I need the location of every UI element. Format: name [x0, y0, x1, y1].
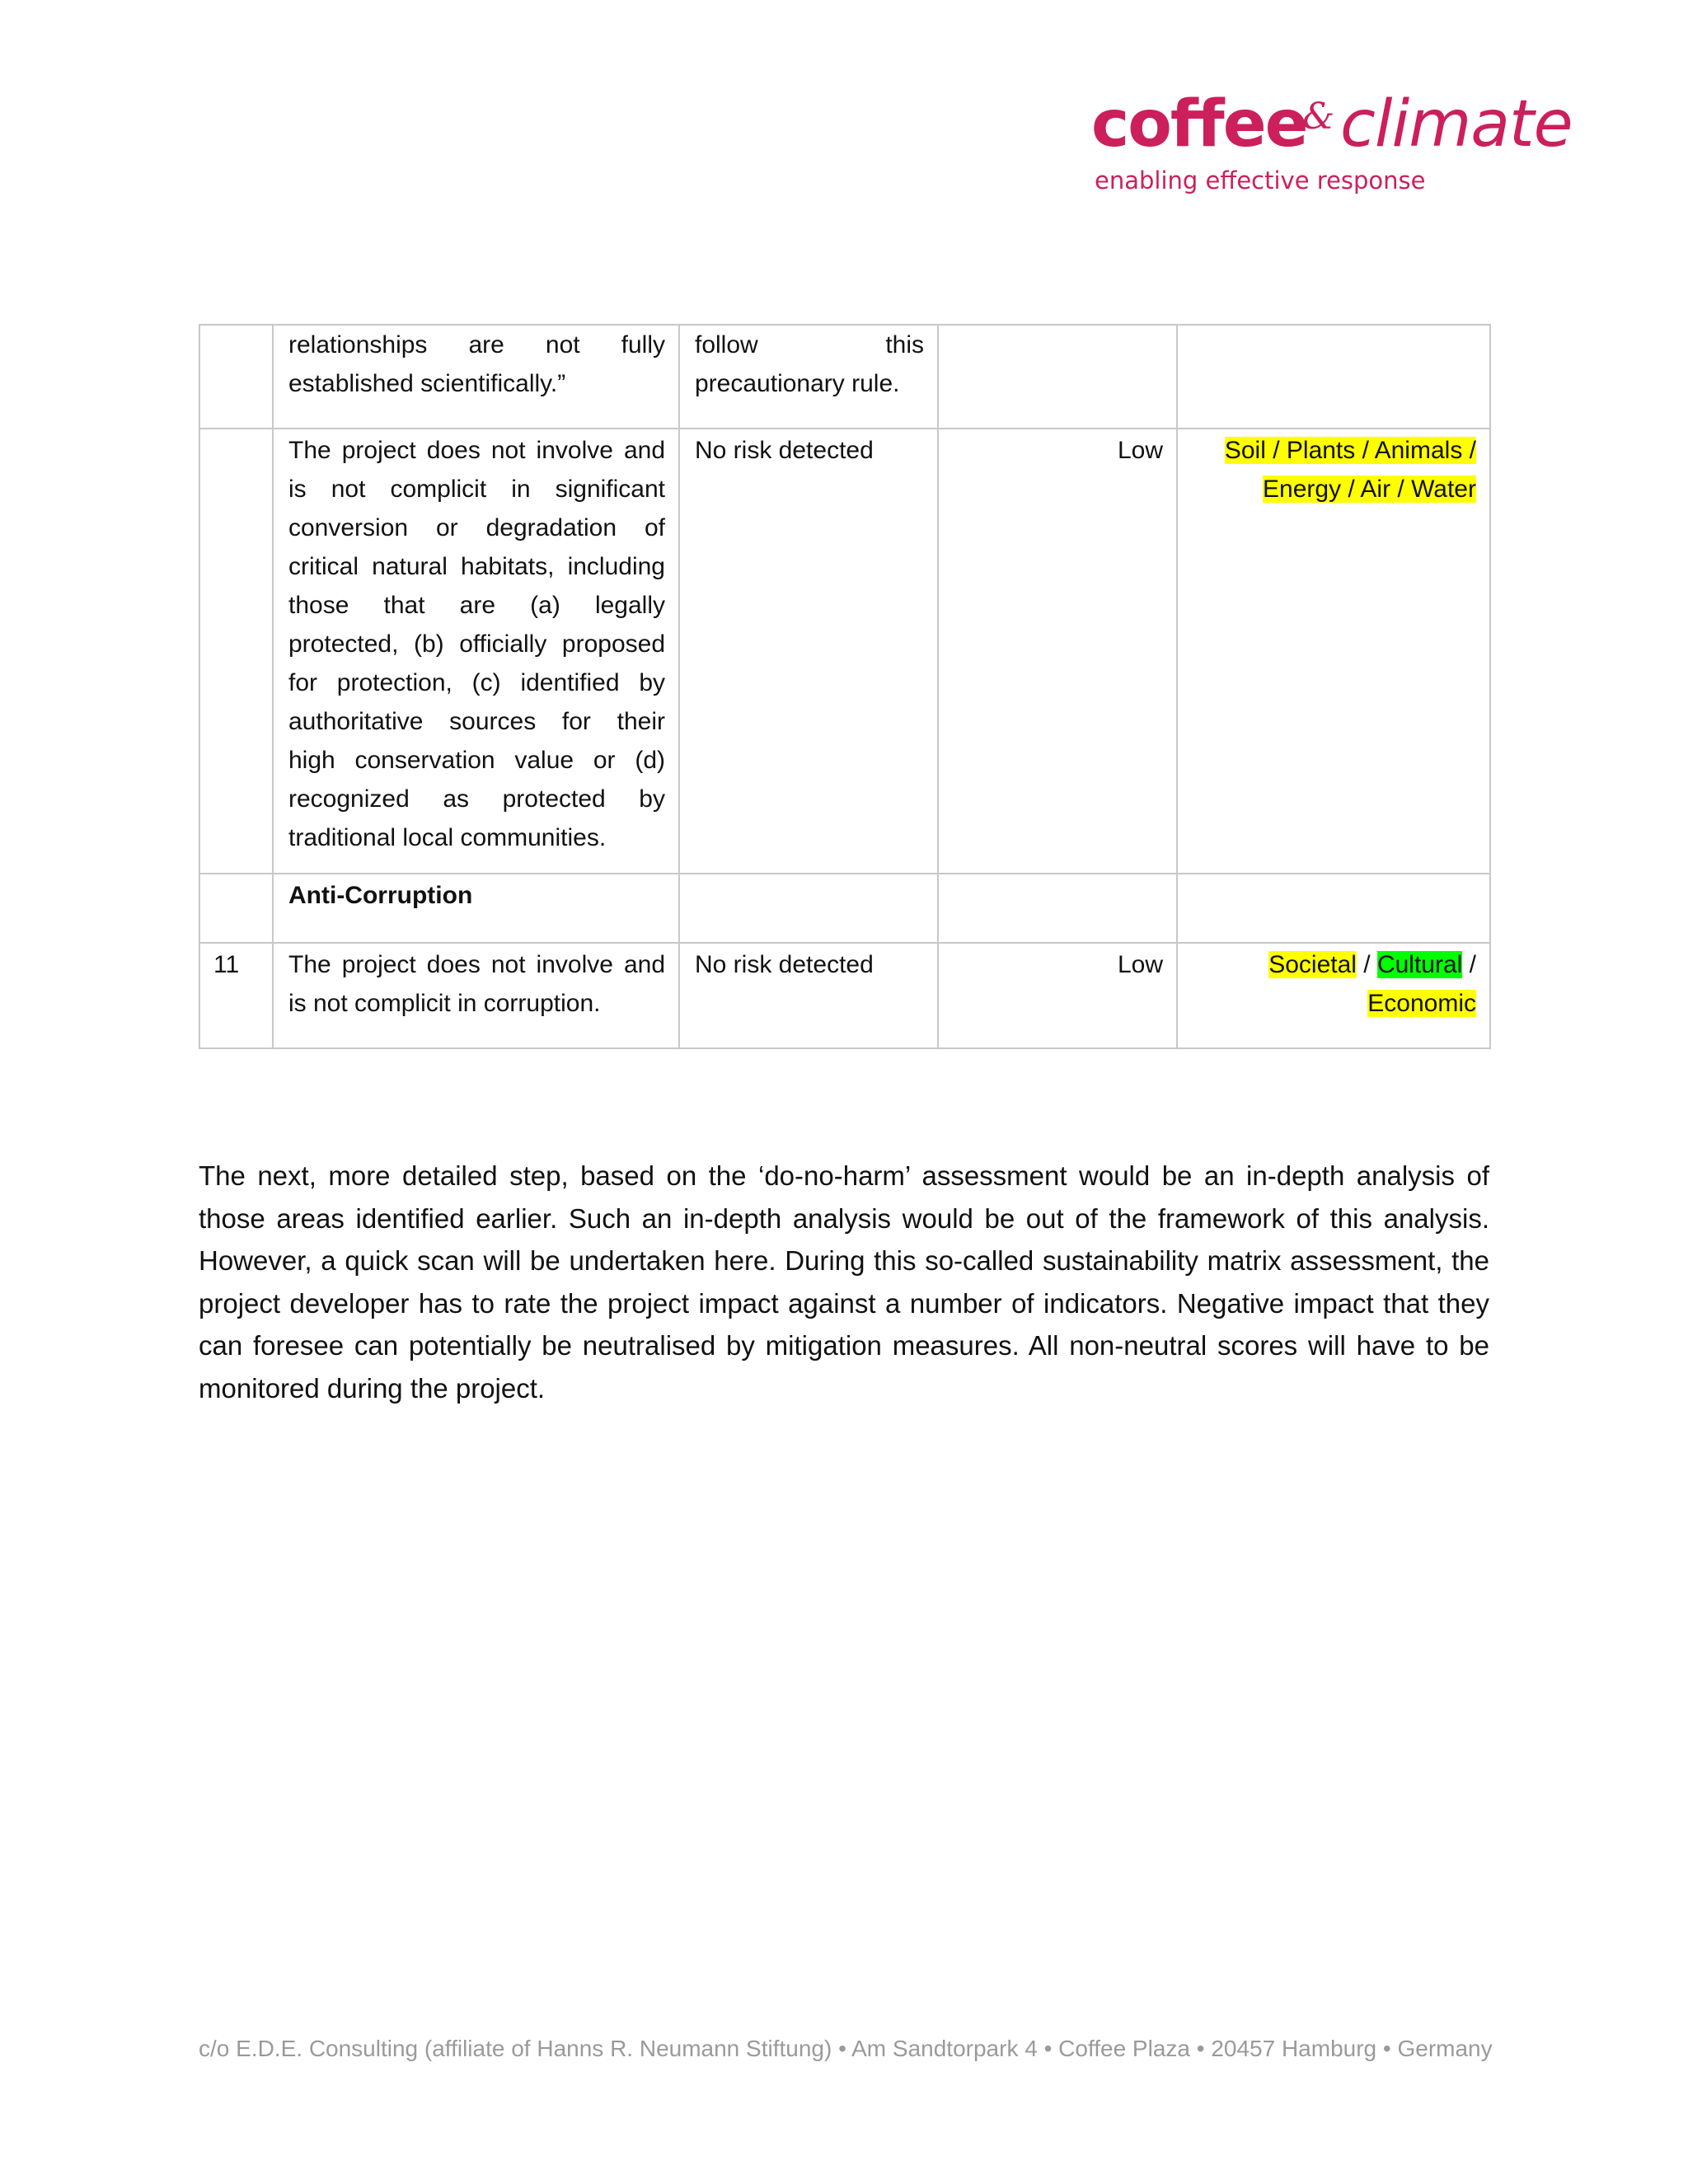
logo-tagline: enabling effective response [1095, 166, 1426, 194]
criterion-line: high conservation value or (d) [288, 747, 665, 774]
impact-area-societal: Societal [1268, 951, 1357, 978]
assessment-line: follow this [695, 331, 924, 359]
impact-area-environment: Energy / Air / Water [1263, 476, 1476, 503]
brand-logo [1086, 87, 1581, 199]
impact-area-separator: / [1356, 951, 1377, 978]
impact-area-economic: Economic [1367, 990, 1476, 1017]
impact-area-cell [1177, 943, 1490, 1048]
row-number-cell [199, 429, 273, 874]
table-row [199, 429, 1490, 874]
body-paragraph: The next, more detailed step, based on the ‘do-no-harm’ assessment would be an in-depth analysis of those areas identified earlier. Such an in-depth analysis would be out of the framework of this analysis. However, a quick scan will be undertaken here. During this so-called sustainability matrix assessment, the project developer has to rate the project impact against a number of indicators. Negative impact that they can foresee can potentially be neutralised by mitigation measures. All non-neutral scores will have to be monitored during the project. [199, 1160, 1489, 1404]
assessment-cell [679, 874, 938, 943]
assessment-cell [679, 325, 938, 429]
criterion-cell [273, 325, 679, 429]
criterion-line: protected, (b) officially proposed [288, 630, 665, 658]
risk-cell [938, 325, 1177, 429]
table-row [199, 325, 1490, 429]
logo-ampersand: & [1302, 96, 1335, 138]
risk-cell [938, 874, 1177, 943]
impact-area-cultural: Cultural [1376, 951, 1463, 978]
row-number-cell [199, 325, 273, 429]
logo-word-climate: climate [1340, 87, 1573, 162]
table-row [199, 943, 1490, 1048]
criterion-line: recognized as protected by [288, 785, 665, 813]
criterion-line: conversion or degradation of [288, 514, 665, 541]
do-no-harm-table [199, 324, 1491, 1049]
assessment-line: precautionary rule. [695, 370, 900, 397]
criterion-line: is not complicit in corruption. [288, 990, 601, 1017]
impact-area-environment: Soil / Plants / Animals / [1224, 437, 1476, 464]
criterion-line: traditional local communities. [288, 824, 607, 851]
criterion-line: for protection, (c) identified by [288, 669, 665, 696]
table-row [199, 874, 1490, 943]
criterion-line: relationships are not fully [288, 331, 665, 359]
section-heading-anti-corruption: Anti-Corruption [273, 874, 679, 943]
assessment-cell: No risk detected [679, 429, 938, 874]
impact-area-separator: / [1462, 951, 1476, 978]
page-footer-address: c/o E.D.E. Consulting (affiliate of Hanns R. Neumann Stiftung) • Am Sandtorpark 4 • Coffee Plaza • 20457 Hamburg • Germany [199, 2036, 1493, 2061]
criterion-line: authoritative sources for their [288, 708, 665, 735]
criterion-cell [273, 429, 679, 874]
impact-area-cell [1177, 874, 1490, 943]
criterion-cell [273, 943, 679, 1048]
criterion-line: is not complicit in significant [288, 476, 665, 503]
row-number-cell [199, 874, 273, 943]
row-number-cell: 11 [199, 943, 273, 1048]
impact-area-cell [1177, 325, 1490, 429]
criterion-line: those that are (a) legally [288, 592, 665, 619]
criterion-line: The project does not involve and [288, 437, 665, 464]
risk-cell: Low [938, 429, 1177, 874]
assessment-cell: No risk detected [679, 943, 938, 1048]
impact-area-cell [1177, 429, 1490, 874]
logo-word-coffee: coffee [1091, 87, 1307, 162]
risk-cell: Low [938, 943, 1177, 1048]
criterion-line: The project does not involve and [288, 951, 665, 978]
criterion-line: critical natural habitats, including [288, 553, 665, 580]
criterion-line: established scientifically.” [288, 370, 566, 397]
